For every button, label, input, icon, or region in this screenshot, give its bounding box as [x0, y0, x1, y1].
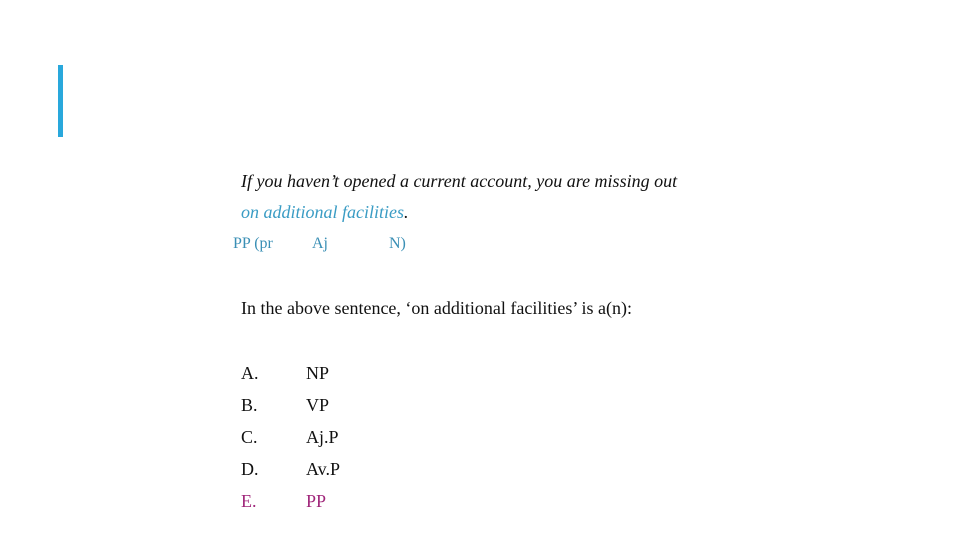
option-text: VP [306, 395, 330, 415]
option-letter: C. [241, 427, 258, 447]
option-letter: E. [241, 491, 257, 511]
sentence-period: . [404, 202, 409, 222]
option-text: NP [306, 363, 330, 383]
sentence-line-2 [241, 202, 409, 223]
option-letter: A. [241, 363, 259, 383]
option-letter: D. [241, 459, 259, 479]
option-letter: B. [241, 395, 258, 415]
tag-pp: PP (pr [233, 235, 273, 252]
option-text: PP [306, 491, 327, 511]
highlighted-phrase: on additional facilities [241, 202, 404, 222]
option-text: Aj.P [306, 427, 339, 447]
tag-n: N) [389, 235, 406, 252]
accent-bar [58, 65, 63, 137]
tag-aj: Aj [312, 235, 328, 252]
sentence-line-1: If you haven’t opened a current account, you are missing out [241, 171, 678, 191]
option-text: Av.P [306, 459, 341, 479]
question-text: In the above sentence, ‘on additional facilities’ is a(n): [241, 298, 633, 318]
